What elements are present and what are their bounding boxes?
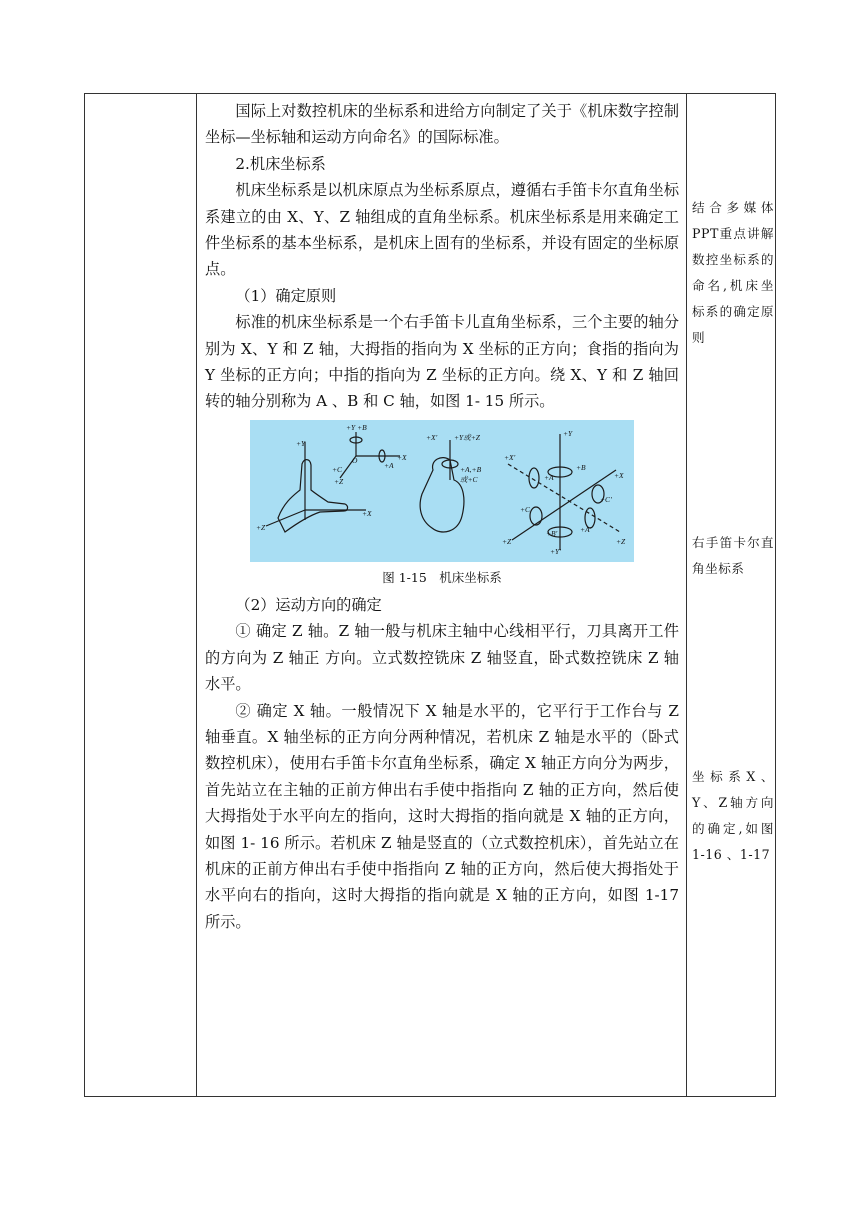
teaching-note-1: 结合多媒体PPT重点讲解数控坐标系的命名,机床坐标系的确定原则 bbox=[692, 200, 774, 345]
fig-label: +X bbox=[362, 508, 372, 518]
fig-label: +Y +B bbox=[346, 422, 367, 432]
fig-label: +A' bbox=[580, 524, 592, 534]
principle-heading: （1）确定原则 bbox=[235, 286, 337, 305]
fig-label: +Z bbox=[256, 522, 266, 532]
z-axis-line bbox=[266, 510, 305, 526]
fig-label: +A bbox=[544, 472, 554, 482]
fig-label: +B' bbox=[546, 528, 558, 538]
figure-caption: 图 1-15 机床坐标系 bbox=[382, 569, 502, 585]
fig-label: +A bbox=[384, 460, 394, 470]
content-column bbox=[205, 98, 679, 935]
teaching-note-3: 坐标系X、Y、Z轴方向的确定,如图 1-16 、1-17 bbox=[692, 769, 774, 862]
section-heading: 2.机床坐标系 bbox=[235, 154, 326, 173]
coordinate-diagram bbox=[250, 420, 634, 562]
z-axis-paragraph: ① 确定 Z 轴。Z 轴一般与机床主轴中心线相平行，刀具离开工件的方向为 Z 轴正 方向。立式数控铣床 Z 轴竖直，卧式数控铣床 Z 轴水平。 bbox=[205, 622, 679, 694]
fig-label: +Y或+Z bbox=[454, 432, 480, 442]
teaching-note-2: 右手笛卡尔直角坐标系 bbox=[692, 535, 774, 576]
fig-label: +B bbox=[576, 462, 586, 472]
right-c-rotation bbox=[530, 507, 542, 525]
intro-paragraph: 国际上对数控机床的坐标系和进给方向制定了关于《机床数字控制坐标—坐标轴和运动方向命名》的国际标准。 bbox=[205, 102, 679, 147]
fig-label: +Z bbox=[502, 536, 512, 546]
lesson-table bbox=[84, 93, 776, 1097]
fig-label: +X' bbox=[426, 432, 438, 442]
fig-label: +Y' bbox=[550, 546, 561, 556]
column-divider-right bbox=[686, 94, 687, 1096]
direction-heading: （2）运动方向的确定 bbox=[235, 595, 382, 614]
fig-label: +A,+B bbox=[460, 464, 482, 474]
fig-label: +C' bbox=[600, 494, 612, 504]
column-divider-left bbox=[196, 94, 197, 1096]
fig-label: +Z bbox=[616, 536, 626, 546]
fig-label: +X' bbox=[504, 452, 516, 462]
fig-label: +Z bbox=[334, 476, 344, 486]
fig-label: +C bbox=[332, 464, 343, 474]
fist-drawing bbox=[420, 457, 464, 531]
fig-label: +Y bbox=[296, 438, 306, 448]
coordinate-figure bbox=[250, 420, 634, 562]
right-a-rotation bbox=[529, 468, 539, 488]
machine-coordinate-paragraph: 机床坐标系是以机床原点为坐标系原点，遵循右手笛卡尔直角坐标系建立的由 X、Y、Z 轴组成的直角坐标系。机床坐标系是用来确定工件坐标系的基本坐标系，是机床上固有的坐标系，并设有固定的坐标原点。 bbox=[205, 181, 679, 279]
principle-paragraph: 标准的机床坐标系是一个右手笛卡儿直角坐标系，三个主要的轴分别为 X、Y 和 Z 轴，大拇指的指向为 X 坐标的正方向；食指的指向为 Y 坐标的正方向；中指的指向为 Z 坐标的正方向。绕 X、Y 和 Z 轴回转的轴分别称为 A 、B 和 C 轴，如图 1- 15 所示。 bbox=[205, 313, 679, 411]
fig-label: +X bbox=[614, 470, 624, 480]
fig-label: +Y bbox=[563, 428, 573, 438]
x-axis-paragraph: ② 确定 X 轴。一般情况下 X 轴是水平的，它平行于工作台与 Z 轴垂直。X 轴坐标的正方向分两种情况，若机床 Z 轴是水平的（卧式数控机床），使用右手笛卡尔直角坐标系，确定 X 轴正方向分为两步，首先站立在主轴的正前方伸出右手使中指指向 Z 轴的正方向，然后使大拇指处于水平向左的指向，这时大拇指的指向就是 X 轴的正方向，如图 1- 16 所示。若机床 Z 轴是竖直的（立式数控机床），首先站立在机床的正前方伸出右手使中指指向 Z 轴的正方向，然后使大拇指处于水平向右的指向，这时大拇指的指向就是 X 轴的正方向，如图 1-17 所示。 bbox=[205, 701, 679, 931]
fig-label: +C bbox=[520, 504, 531, 514]
fig-label: +X bbox=[397, 452, 407, 462]
fig-label: O bbox=[352, 455, 358, 465]
fig-label: 或+C bbox=[460, 474, 478, 484]
